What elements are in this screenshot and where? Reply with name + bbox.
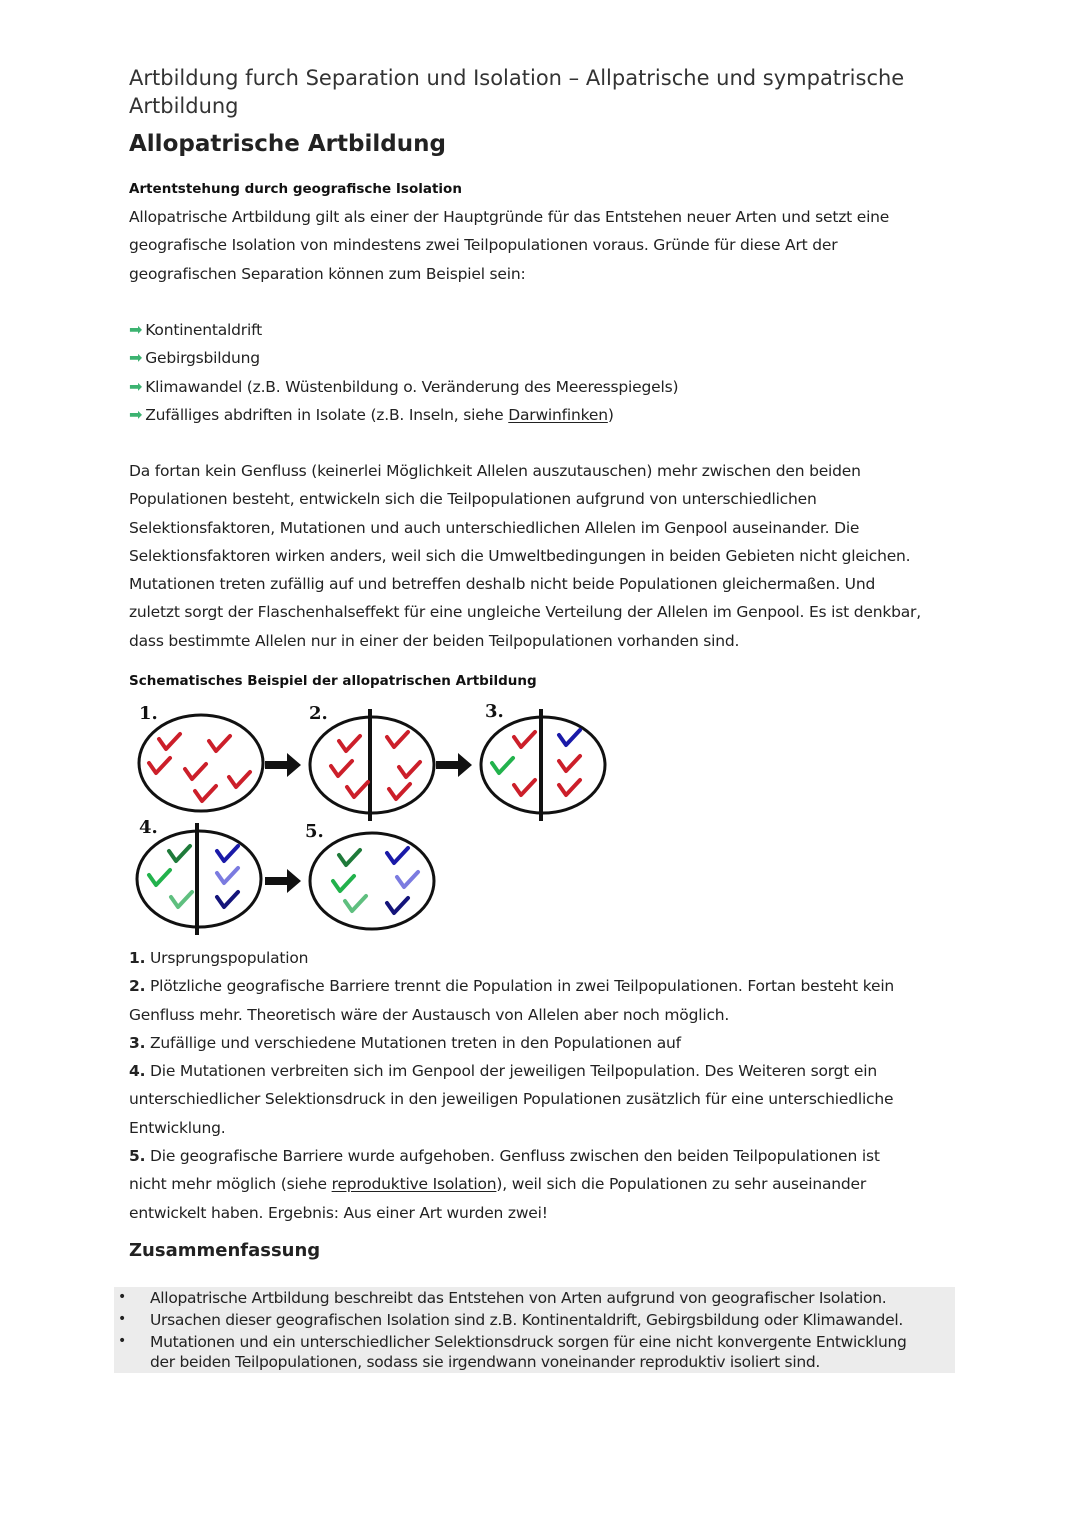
- text-line: geografischen Separation können zum Beispiel sein:: [129, 264, 526, 283]
- summary-heading: Zusammenfassung: [129, 1240, 321, 1261]
- step-number: 5.: [129, 1147, 146, 1166]
- list-item-text: Zufälliges abdriften in Isolate (z.B. Inseln, siehe: [145, 405, 509, 424]
- section-heading: Allopatrische Artbildung: [129, 131, 446, 157]
- list-item: [129, 316, 678, 344]
- intro-paragraph: [129, 203, 889, 288]
- text-line: geografische Isolation von mindestens zwei Teilpopulationen voraus. Gründe für diese Art der: [129, 236, 838, 255]
- step-text: Entwicklung.: [129, 1118, 226, 1137]
- step-number: 1.: [129, 949, 146, 967]
- step-text: unterschiedlicher Selektionsdruck in den jeweiligen Populationen zusätzlich für eine unterschiedliche: [129, 1090, 894, 1109]
- text-line: Selektionsfaktoren, Mutationen und auch unterschiedlichen Allelen im Genpool auseinander. Die: [129, 518, 860, 537]
- step-text: Ursprungspopulation: [150, 949, 309, 967]
- population-ellipse: [310, 833, 434, 929]
- list-item: [129, 401, 678, 429]
- list-item: [129, 344, 678, 372]
- title-line: Artbildung: [129, 94, 239, 118]
- subheading: Artentstehung durch geografische Isolation: [129, 181, 462, 197]
- allopatric-speciation-diagram: [129, 695, 619, 935]
- step-number: 3.: [129, 1033, 146, 1052]
- text-line: zuletzt sorgt der Flaschenhalseffekt für eine ungleiche Verteilung der Allelen im Genpool. Es ist denkbar,: [129, 603, 921, 622]
- summary-line: Mutationen und ein unterschiedlicher Selektionsdruck sorgen für eine nicht konvergente Entwicklung: [150, 1333, 907, 1351]
- text-line: Populationen besteht, entwickeln sich die Teilpopulationen aufgrund von unterschiedlichen: [129, 490, 817, 509]
- step-text: ), weil sich die Populationen zu sehr auseinander: [496, 1175, 867, 1194]
- title-line: Artbildung furch Separation und Isolation – Allpatrische und sympatrische: [129, 66, 905, 90]
- step-text: Zufällige und verschiedene Mutationen treten in den Populationen auf: [150, 1033, 681, 1052]
- summary-line: Ursachen dieser geografischen Isolation sind z.B. Kontinentaldrift, Gebirgsbildung oder Klimawandel.: [150, 1311, 903, 1329]
- summary-line: Allopatrische Artbildung beschreibt das Entstehen von Arten aufgrund von geografischer Isolation.: [150, 1289, 887, 1307]
- stage-label: 3.: [485, 701, 504, 722]
- stage-label: 5.: [305, 821, 324, 842]
- step-text: nicht mehr möglich (siehe: [129, 1175, 332, 1194]
- summary-line: der beiden Teilpopulationen, sodass sie irgendwann voneinander reproduktiv isoliert sind.: [150, 1353, 821, 1371]
- list-item-text: Klimawandel (z.B. Wüstenbildung o. Veränderung des Meeresspiegels): [145, 377, 679, 396]
- step-number: 2.: [129, 977, 146, 996]
- step-item: [129, 972, 894, 1000]
- arrow-bullet-icon: ➡: [129, 404, 143, 424]
- text-line: Mutationen treten zufällig auf und betreffen deshalb nicht beide Populationen gleichermaßen. Und: [129, 575, 876, 594]
- list-item-text: Kontinentaldrift: [145, 321, 262, 339]
- document-title: [129, 64, 904, 120]
- text-line: Da fortan kein Genfluss (keinerlei Möglichkeit Allelen auszutauschen) mehr zwischen den beiden: [129, 462, 861, 480]
- stage-label: 2.: [309, 703, 328, 724]
- darwinfinken-link[interactable]: Darwinfinken: [508, 405, 608, 424]
- steps-list: [129, 944, 894, 1227]
- step-item: [129, 1057, 894, 1085]
- step-text: Genfluss mehr. Theoretisch wäre der Austausch von Allelen aber noch möglich.: [129, 1005, 730, 1024]
- bullet-icon: •: [118, 1333, 127, 1349]
- step-item: [129, 1142, 894, 1170]
- step-text: Die geografische Barriere wurde aufgehoben. Genfluss zwischen den beiden Teilpopulationen ist: [150, 1147, 880, 1166]
- step-item: [129, 1029, 894, 1057]
- list-item-text: ): [607, 405, 614, 424]
- step-text: entwickelt haben. Ergebnis: Aus einer Art wurden zwei!: [129, 1203, 548, 1222]
- arrow-right-icon: [436, 753, 472, 777]
- causes-list: [129, 316, 678, 429]
- step-text: Plötzliche geografische Barriere trennt die Population in zwei Teilpopulationen. Fortan besteht kein: [150, 977, 895, 996]
- step-text-with-link: [129, 1170, 894, 1198]
- reproductive-isolation-link[interactable]: reproduktive Isolation: [331, 1175, 497, 1194]
- text-line: Allopatrische Artbildung gilt als einer der Hauptgründe für das Entstehen neuer Arten und setzt eine: [129, 208, 890, 226]
- stage-label: 4.: [139, 817, 158, 838]
- list-item-text: Gebirgsbildung: [145, 349, 260, 368]
- arrow-right-icon: [265, 753, 301, 777]
- stage-label: 1.: [139, 703, 158, 724]
- text-line: Selektionsfaktoren wirken anders, weil sich die Umweltbedingungen in beiden Gebieten nicht gleichen.: [129, 546, 911, 565]
- bullet-icon: •: [118, 1289, 127, 1305]
- arrow-right-icon: [265, 869, 301, 893]
- bullet-icon: •: [118, 1311, 127, 1327]
- step-number: 4.: [129, 1062, 146, 1081]
- arrow-bullet-icon: ➡: [129, 320, 143, 339]
- arrow-bullet-icon: ➡: [129, 348, 143, 368]
- step-text: Die Mutationen verbreiten sich im Genpool der jeweiligen Teilpopulation. Des Weiteren sorgt ein: [150, 1062, 877, 1081]
- step-item: [129, 944, 894, 972]
- diagram-caption: Schematisches Beispiel der allopatrischen Artbildung: [129, 673, 537, 689]
- list-item: [129, 373, 678, 401]
- arrow-bullet-icon: ➡: [129, 376, 143, 396]
- text-line: dass bestimmte Allelen nur in einer der beiden Teilpopulationen vorhanden sind.: [129, 631, 740, 650]
- body-paragraph: [129, 457, 921, 655]
